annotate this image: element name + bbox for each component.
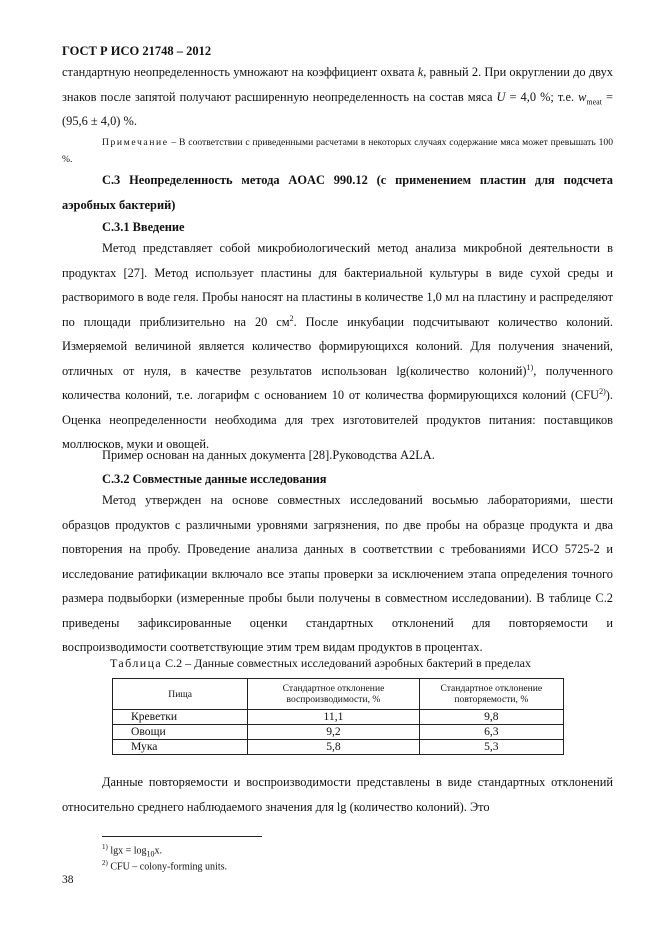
table-cell: 11,1	[248, 710, 419, 725]
table-row	[113, 725, 564, 740]
footnote-ref-1: 1)	[526, 362, 534, 372]
table-row	[113, 740, 564, 755]
table-cell: 6,3	[419, 725, 563, 740]
document-header: ГОСТ Р ИСО 21748 – 2012	[62, 44, 212, 58]
footnote-ref-2: 2)	[599, 386, 606, 396]
intro-paragraph: стандартную неопределенность умножают на коэффициент охвата k, равный 2. При округлении до двух знаков после запятой получают расширенную неопределенность на состав мяса U = 4,0 %; т.е. $w_{meat} = (95,6 \pm 4,0)$ %.	[62, 65, 613, 128]
note-label: Примечание	[102, 137, 169, 148]
paragraph-example: Пример основан на данных документа [28].Руководства A2LA.	[102, 448, 435, 462]
table-cell: 5,3	[419, 740, 563, 755]
paragraph-collaborative: Метод утвержден на основе совместных исследований восьмью лабораториями, шести образцов продуктов с различными уровнями загрязнения, по две пробы на образце продукта и два повторения на пробу. Проведение анализа данных в соответствии с требованиями ИСО 5725-2 и исследование ратификации включало все этапы проверки за исключением этапа определения точного размера подвыборки (измеренные пробы были получены в совместном исследовании). В таблице С.2 приведены зафиксированные оценки стандартных отклонений для повторяемости и воспроизводимости соответствующие этим трем видам продуктов в процентах.	[62, 493, 613, 654]
footnote-2: $^{2)}$ CFU – colony-forming units.	[102, 859, 228, 873]
table-cell: 5,8	[248, 740, 419, 755]
subsection-heading-c31: С.3.1 Введение	[102, 220, 185, 234]
table-caption: Таблица С.2 – Данные совместных исследований аэробных бактерий в пределах	[110, 656, 531, 670]
subsection-heading-c32: С.3.2 Совместные данные исследования	[102, 472, 327, 486]
table-header-cell: Пища	[113, 679, 248, 710]
note: Примечание – В соответствии с приведенными расчетами в некоторых случаях содержание мяса может превышать 100 %.	[62, 137, 613, 165]
table-cell: Овощи	[113, 725, 248, 740]
page-number: 38	[62, 874, 74, 886]
paragraph-introduction: Метод представляет собой микробиологический метод анализа микробной деятельности в продуктах [27]. Метод использует пластины для бактериальной культуры в виде сухой среды и растворимого в воде геля. Пробы наносят на пластины в количестве 1,0 мл на пластину и распределяют по площади приблизительно на 20 $см^2$. После инкубации подсчитывают количество колоний. Измеряемой величиной является количество формирующихся колоний. Для получения значений, отличных от нуля, в качестве результатов использован lg(количество колоний)$^{1)}$, полученного количества колоний, т.е. логарифм с основанием 10 от количества формирующихся колоний (CFU$^{2)}$). Оценка неопределенности необходима для трех изготовителей продуктов питания: поставщиков моллюсков, муки и овощей.	[62, 241, 613, 451]
table-cell: Мука	[113, 740, 248, 755]
table-header-cell: Стандартное отклонение воспроизводимости, %	[248, 679, 419, 710]
table-cell: Креветки	[113, 710, 248, 725]
section-heading-c3: С.3 Неопределенность метода AOAC 990.12 (с применением пластин для подсчета аэробных бактерий)	[62, 173, 613, 212]
table-header-row	[113, 679, 564, 710]
table-header-cell: Стандартное отклонение повторяемости, %	[419, 679, 563, 710]
footnote-divider	[102, 836, 262, 837]
table-cell: 9,8	[419, 710, 563, 725]
data-table	[112, 678, 564, 755]
table-cell: 9,2	[248, 725, 419, 740]
table-row	[113, 710, 564, 725]
footnote-1: $^{1)}$ $\lg x = \log_{10}x$.	[102, 843, 163, 859]
paragraph-continuation: Данные повторяемости и воспроизводимости представлены в виде стандартных отклонений относительно среднего наблюдаемого значения для lg (количество колоний). Это	[62, 775, 613, 814]
